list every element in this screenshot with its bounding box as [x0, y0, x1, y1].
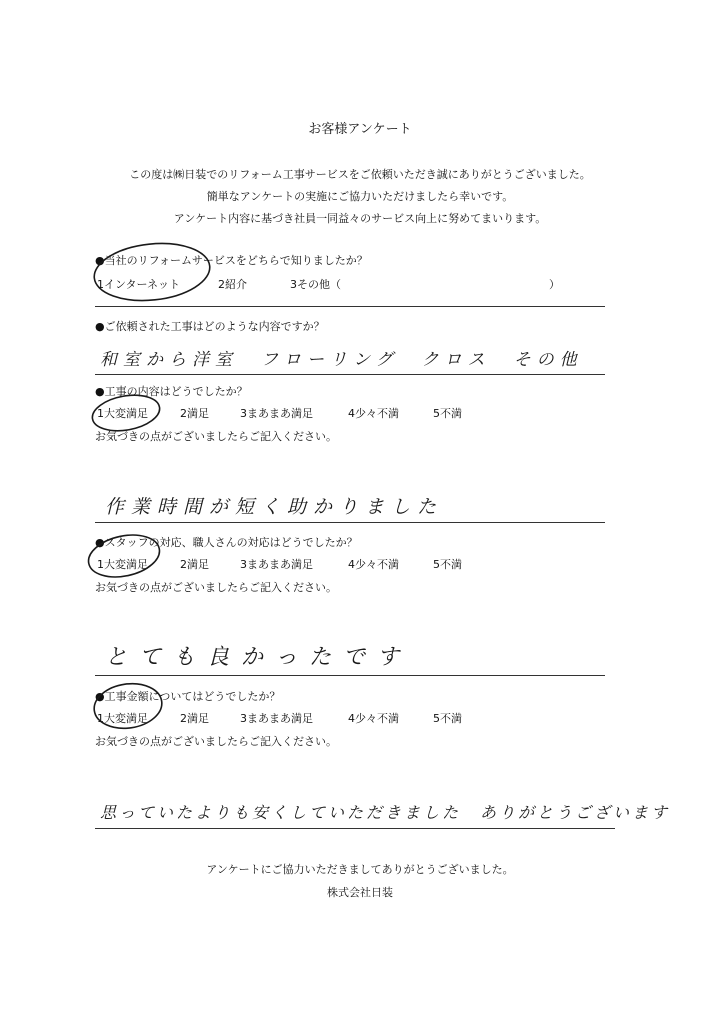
q5-question: ●工事金額についてはどうでしたか？: [95, 690, 281, 703]
intro-line-3: アンケート内容に基づき社員一同益々のサービス向上に努めてまいります。: [173, 212, 547, 225]
q1-option-1[interactable]: 1インターネット: [97, 278, 181, 291]
q4-question: ●スタッフの対応、職人さんの対応はどうでしたか？: [95, 536, 358, 549]
q3-option-4[interactable]: 4少々不満: [348, 407, 399, 420]
q1-divider: [95, 306, 605, 307]
q3-comment-line: [95, 522, 605, 523]
q5-option-2[interactable]: 2満足: [180, 712, 209, 725]
q1-option-2[interactable]: 2紹介: [218, 278, 247, 291]
footer-company: 株式会社日装: [327, 886, 393, 899]
q2-handwritten-answer: 和室から洋室 フローリング クロス その他: [100, 350, 583, 370]
q4-option-1[interactable]: 1大変満足: [97, 558, 148, 571]
q4-handwritten-comment: とても良かったです: [105, 645, 412, 670]
survey-title: お客様アンケート: [308, 122, 412, 137]
q4-comment-prompt: お気づきの点がございましたらご記入ください。: [95, 581, 337, 594]
q5-option-4[interactable]: 4少々不満: [348, 712, 399, 725]
q3-handwritten-comment: 作業時間が短く助かりました: [105, 496, 444, 518]
q5-option-5[interactable]: 5不満: [433, 712, 462, 725]
footer-thanks: アンケートにご協力いただきましてありがとうございました。: [206, 863, 514, 876]
q4-option-5[interactable]: 5不満: [433, 558, 462, 571]
q1-close-paren: ）: [549, 278, 560, 291]
q4-option-2[interactable]: 2満足: [180, 558, 209, 571]
q1-option-3[interactable]: 3その他（: [290, 278, 341, 291]
q2-answer-line: [95, 374, 605, 375]
intro-line-1: この度は㈱日装でのリフォーム工事サービスをご依頼いただき誠にありがとうございました。: [129, 168, 591, 181]
q1-question: ●当社のリフォームサービスをどちらで知りましたか？: [95, 254, 368, 267]
q3-option-5[interactable]: 5不満: [433, 407, 462, 420]
q5-comment-line: [95, 828, 615, 829]
q3-comment-prompt: お気づきの点がございましたらご記入ください。: [95, 430, 337, 443]
intro-line-2: 簡単なアンケートの実施にご協力いただけましたら幸いです。: [206, 190, 514, 203]
q3-option-3[interactable]: 3まあまあ満足: [240, 407, 313, 420]
q5-option-3[interactable]: 3まあまあ満足: [240, 712, 313, 725]
q3-question: ●工事の内容はどうでしたか？: [95, 385, 248, 398]
q4-comment-line: [95, 675, 605, 676]
q3-option-2[interactable]: 2満足: [180, 407, 209, 420]
q5-comment-prompt: お気づきの点がございましたらご記入ください。: [95, 735, 337, 748]
q4-option-3[interactable]: 3まあまあ満足: [240, 558, 313, 571]
q3-option-1[interactable]: 1大変満足: [97, 407, 148, 420]
q5-handwritten-comment: 思っていたよりも安くしていただきました ありがとうございます: [100, 803, 671, 822]
q1-selection-circle: [91, 238, 212, 306]
q4-option-4[interactable]: 4少々不満: [348, 558, 399, 571]
q5-option-1[interactable]: 1大変満足: [97, 712, 148, 725]
q2-question: ●ご依頼された工事はどのような内容ですか？: [95, 320, 325, 333]
